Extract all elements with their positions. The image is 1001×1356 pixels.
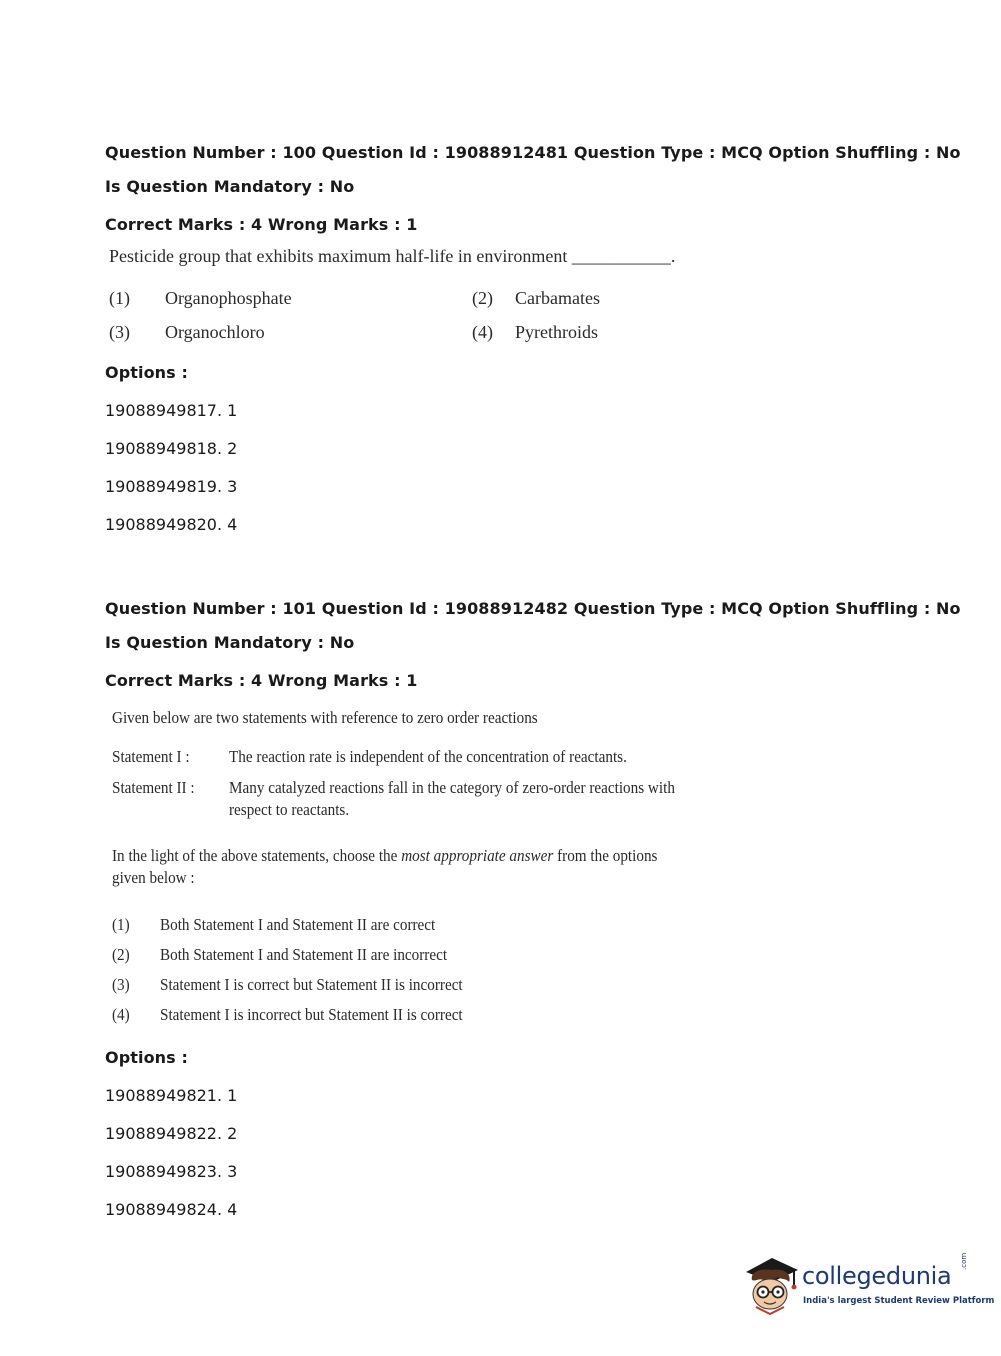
choice-text: Both Statement I and Statement II are correct xyxy=(160,915,436,934)
question-100-mandatory: Is Question Mandatory : No xyxy=(105,177,355,196)
instruction-part: In the light of the above statements, choose the xyxy=(112,846,402,865)
choice-number: (2) xyxy=(112,945,130,964)
question-100-meta: Question Number : 100 Question Id : 19088912481 Question Type : MCQ Option Shuffling : No xyxy=(105,143,961,162)
option-id: 19088949819. 3 xyxy=(105,477,238,496)
choice-text: Organochloro xyxy=(165,322,265,342)
choice-text: Organophosphate xyxy=(165,288,292,308)
option-id: 19088949821. 1 xyxy=(105,1086,238,1105)
question-100-marks: Correct Marks : 4 Wrong Marks : 1 xyxy=(105,215,418,234)
choice-text: Pyrethroids xyxy=(515,322,598,342)
instruction-part: from the options xyxy=(553,846,658,865)
instruction-emphasis: most appropriate answer xyxy=(401,846,554,865)
statement-text: respect to reactants. xyxy=(229,800,350,819)
instruction-text xyxy=(112,846,657,866)
choice-number: (1) xyxy=(112,915,130,934)
choice-number: (2) xyxy=(472,288,493,308)
option-id: 19088949823. 3 xyxy=(105,1162,238,1181)
choice-text: Statement I is incorrect but Statement II is correct xyxy=(160,1005,463,1024)
choice-number: (3) xyxy=(109,322,130,342)
option-id: 19088949818. 2 xyxy=(105,439,238,458)
statement-text: Many catalyzed reactions fall in the category of zero-order reactions with xyxy=(229,778,675,797)
statement-label: Statement I : xyxy=(112,747,190,766)
instruction-text-line2: given below : xyxy=(112,868,195,887)
student-mascot-icon xyxy=(742,1250,802,1316)
choice-text: Both Statement I and Statement II are incorrect xyxy=(160,945,448,964)
option-id: 19088949820. 4 xyxy=(105,515,238,534)
brand-name: collegedunia xyxy=(802,1262,952,1290)
option-id: 19088949822. 2 xyxy=(105,1124,238,1143)
brand-suffix: .com xyxy=(960,1252,968,1270)
question-101-marks: Correct Marks : 4 Wrong Marks : 1 xyxy=(105,671,418,690)
choice-text: Statement I is correct but Statement II is incorrect xyxy=(160,975,463,994)
question-100-text: Pesticide group that exhibits maximum half-life in environment ___________. xyxy=(109,246,676,266)
brand-tagline: India's largest Student Review Platform xyxy=(803,1296,995,1306)
options-label: Options : xyxy=(105,363,188,382)
option-id: 19088949824. 4 xyxy=(105,1200,238,1219)
choice-text: Carbamates xyxy=(515,288,600,308)
option-id: 19088949817. 1 xyxy=(105,401,238,420)
collegedunia-logo xyxy=(742,1250,995,1316)
question-101-intro: Given below are two statements with reference to zero order reactions xyxy=(112,708,538,727)
statement-label: Statement II : xyxy=(112,778,195,797)
options-label: Options : xyxy=(105,1048,188,1067)
statement-text: The reaction rate is independent of the concentration of reactants. xyxy=(229,747,627,766)
question-101-meta: Question Number : 101 Question Id : 19088912482 Question Type : MCQ Option Shuffling : No xyxy=(105,599,961,618)
question-101-mandatory: Is Question Mandatory : No xyxy=(105,633,355,652)
choice-number: (1) xyxy=(109,288,130,308)
choice-number: (4) xyxy=(112,1005,130,1024)
choice-number: (4) xyxy=(472,322,493,342)
choice-number: (3) xyxy=(112,975,130,994)
